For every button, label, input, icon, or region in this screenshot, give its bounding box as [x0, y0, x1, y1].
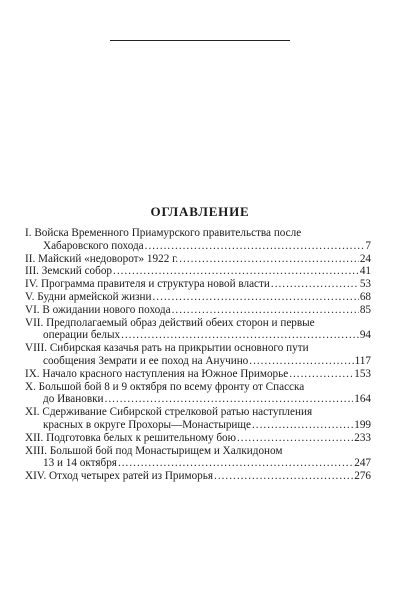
- toc-page-number: 24: [359, 252, 371, 265]
- table-of-contents: [25, 227, 371, 483]
- leader-dots: [179, 253, 359, 266]
- toc-title: ОГЛАВЛЕНИЕ: [150, 204, 250, 219]
- toc-entry-text: 13 и 14 октября: [43, 457, 117, 470]
- toc-entry: [25, 253, 371, 266]
- toc-page-number: 153: [354, 367, 371, 380]
- toc-entry: [25, 291, 371, 304]
- leader-dots: [113, 265, 359, 278]
- leader-dots: [237, 432, 353, 445]
- toc-entry-line: [25, 317, 371, 330]
- toc-entry: [25, 432, 371, 445]
- leader-dots: [214, 470, 353, 483]
- toc-entry-line: [25, 265, 371, 278]
- toc-entry: [25, 317, 371, 343]
- toc-entry-text: до Ивановки: [43, 393, 104, 406]
- leader-dots: [145, 240, 365, 253]
- toc-entry-line: [25, 406, 371, 419]
- toc-entry-line: [25, 291, 371, 304]
- toc-entry: [25, 265, 371, 278]
- toc-entry: [25, 227, 371, 253]
- top-rule: [110, 40, 290, 41]
- leader-dots: [152, 291, 358, 304]
- toc-entry-text: Хабаровского похода: [43, 239, 144, 252]
- toc-entry-line: [25, 304, 371, 317]
- toc-entry-text: VIII. Сибирская казачья рать на прикрытии основного пути: [25, 342, 309, 355]
- toc-entry-line: [25, 278, 371, 291]
- toc-entry-line: [25, 457, 371, 470]
- toc-entry-text: операции белых: [43, 329, 121, 342]
- toc-page-number: 68: [359, 290, 371, 303]
- toc-page-number: 164: [354, 393, 371, 406]
- toc-entry-line: [25, 470, 371, 483]
- toc-entry: [25, 342, 371, 368]
- toc-entry-line: [25, 419, 371, 432]
- toc-page-number: 247: [354, 457, 371, 470]
- toc-page-number: 85: [359, 303, 371, 316]
- toc-page-number: 199: [354, 418, 371, 431]
- toc-entry-text: красных в округе Прохоры—Монастырище: [43, 418, 251, 431]
- leader-dots: [105, 393, 354, 406]
- toc-entry-line: [25, 227, 371, 240]
- toc-entry-line: [25, 393, 371, 406]
- toc-entry-line: [25, 381, 371, 394]
- toc-page-number: 117: [354, 354, 371, 367]
- toc-entry-line: [25, 240, 371, 253]
- leader-dots: [249, 355, 353, 368]
- toc-entry-text: X. Большой бой 8 и 9 октября по всему фронту от Спасска: [25, 380, 305, 393]
- toc-entry-line: [25, 342, 371, 355]
- toc-entry-text: V. Будни армейской жизни: [25, 290, 152, 303]
- toc-entry-text: II. Майский «недоворот» 1922 г.: [25, 252, 179, 265]
- leader-dots: [121, 329, 359, 342]
- toc-entry: [25, 381, 371, 407]
- leader-dots: [252, 419, 353, 432]
- toc-entry: [25, 368, 371, 381]
- toc-page-number: 233: [354, 431, 371, 444]
- toc-entry: [25, 304, 371, 317]
- toc-entry-text: XII. Подготовка белых к решительному бою: [25, 431, 236, 444]
- toc-entry-text: IX. Начало красного наступления на Южное Приморье: [25, 367, 289, 380]
- toc-entry-line: [25, 253, 371, 266]
- toc-entry-text: III. Земский собор: [25, 265, 113, 278]
- leader-dots: [271, 278, 359, 291]
- toc-page-number: 276: [354, 470, 371, 483]
- toc-page-number: 7: [365, 239, 371, 252]
- toc-page-number: 53: [359, 278, 371, 291]
- toc-entry-text: VII. Предполагаемый образ действий обеих сторон и первые: [25, 316, 315, 329]
- toc-entry: [25, 278, 371, 291]
- toc-entry-line: [25, 368, 371, 381]
- toc-entry-line: [25, 445, 371, 458]
- toc-entry-text: XIV. Отход четырех ратей из Приморья: [25, 470, 214, 483]
- toc-page-number: 94: [359, 329, 371, 342]
- toc-entry-line: [25, 329, 371, 342]
- toc-entry-text: сообщения Земрати и ее поход на Анучино: [43, 354, 249, 367]
- leader-dots: [289, 368, 353, 381]
- toc-entry-text: IV. Программа правителя и структура новой власти: [25, 278, 270, 291]
- leader-dots: [118, 457, 353, 470]
- leader-dots: [172, 304, 359, 317]
- toc-page-number: 41: [359, 265, 371, 278]
- toc-entry-text: VI. В ожидании нового похода: [25, 303, 171, 316]
- toc-entry: [25, 406, 371, 432]
- toc-entry-text: XI. Сдерживание Сибирской стрелковой ратью наступления: [25, 406, 313, 419]
- toc-entry-text: I. Войска Временного Приамурского правительства после: [25, 227, 302, 239]
- toc-entry-line: [25, 355, 371, 368]
- toc-entry-text: XIII. Большой бой под Монастырищем и Халкидоном: [25, 444, 283, 457]
- toc-entry: [25, 470, 371, 483]
- toc-entry-line: [25, 432, 371, 445]
- toc-entry: [25, 445, 371, 471]
